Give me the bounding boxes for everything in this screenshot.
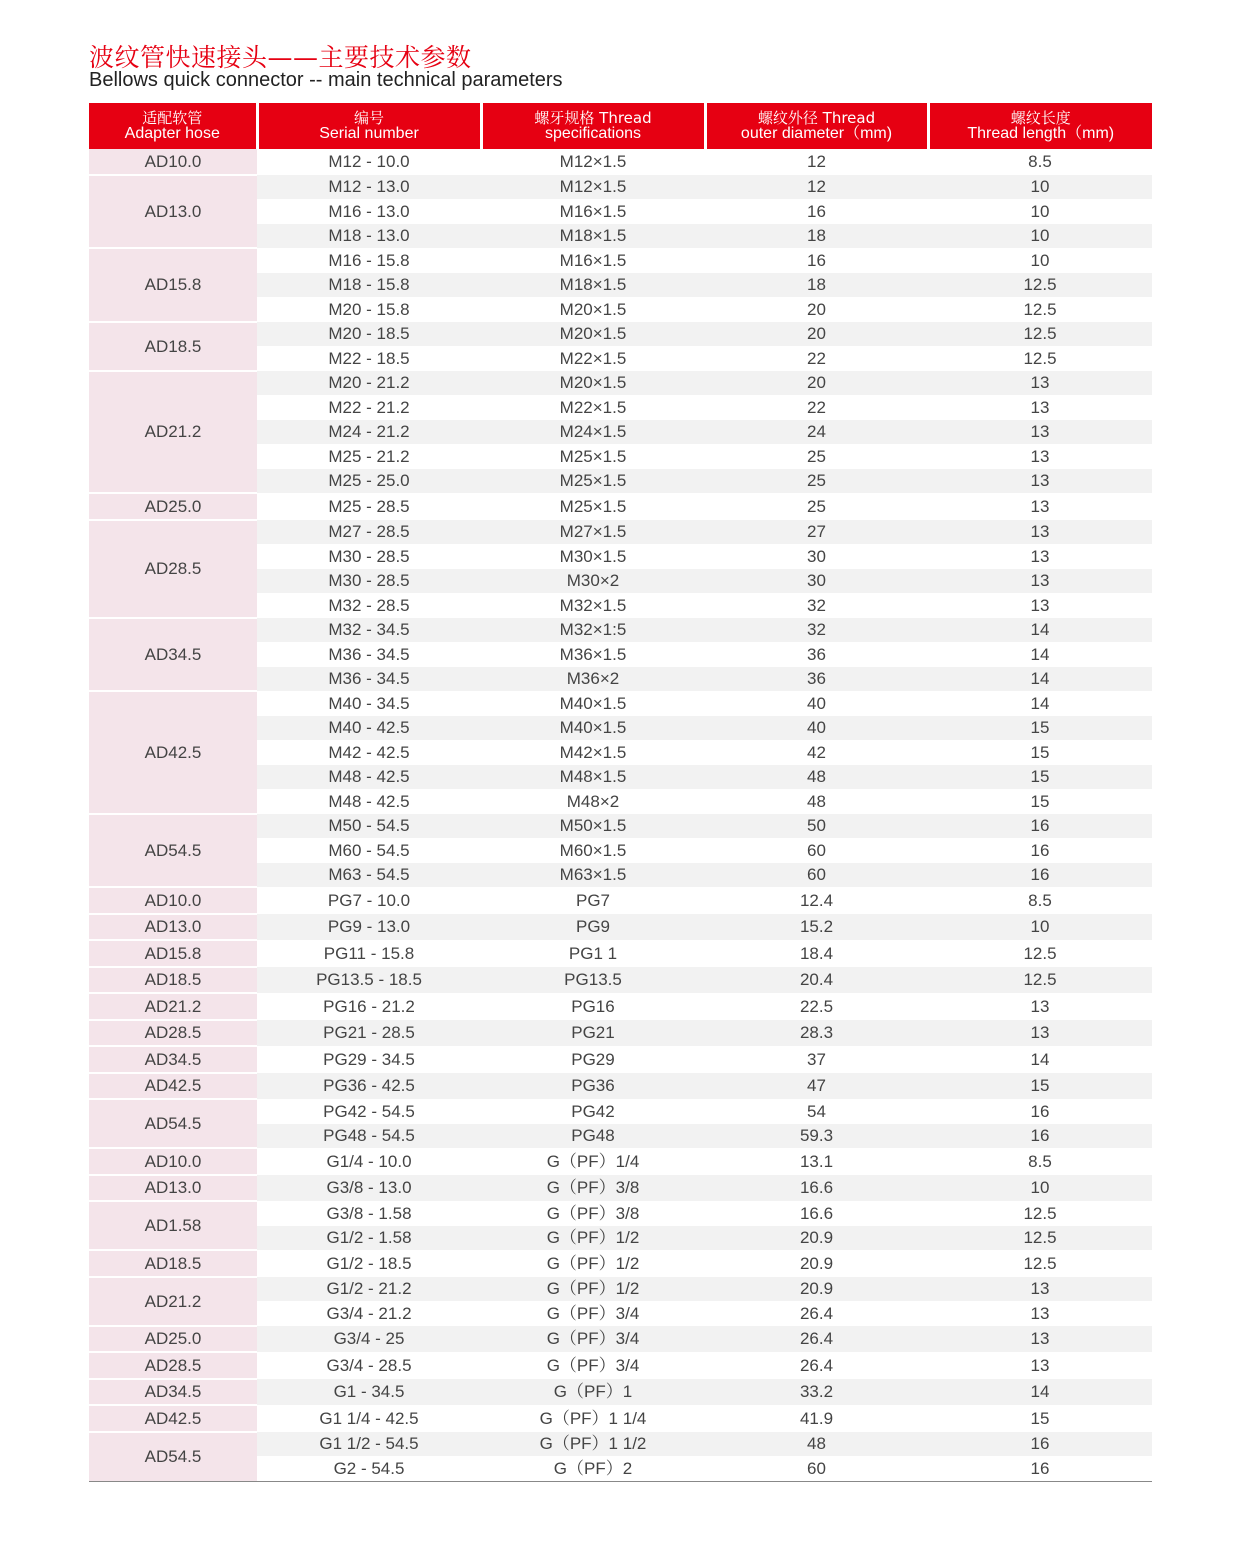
thread-spec-cell: G（PF）1 1/4	[481, 1405, 705, 1432]
serial-number-cell: G3/8 - 1.58	[257, 1201, 481, 1226]
thread-length-cell: 13	[928, 1326, 1152, 1353]
thread-length-cell: 13	[928, 1352, 1152, 1379]
table-row	[89, 814, 1152, 839]
header-cn: 螺纹外径 Thread	[757, 109, 876, 127]
adapter-hose-cell: AD54.5	[89, 1099, 257, 1148]
thread-length-cell: 8.5	[928, 1148, 1152, 1175]
outer-diameter-cell: 15.2	[705, 914, 928, 941]
serial-number-cell: M27 - 28.5	[257, 520, 481, 545]
thread-spec-cell: G（PF）1/2	[481, 1277, 705, 1302]
thread-length-cell: 8.5	[928, 149, 1152, 175]
table-row	[89, 371, 1152, 396]
table-row	[89, 691, 1152, 716]
thread-length-cell: 13	[928, 1277, 1152, 1302]
outer-diameter-cell: 37	[705, 1046, 928, 1073]
thread-spec-cell: G（PF）1 1/2	[481, 1432, 705, 1457]
serial-number-cell: M40 - 34.5	[257, 691, 481, 716]
table-header	[89, 103, 1152, 149]
thread-length-cell: 13	[928, 444, 1152, 469]
table-row	[89, 1020, 1152, 1047]
serial-number-cell: G1 1/2 - 54.5	[257, 1432, 481, 1457]
thread-spec-cell: M20×1.5	[481, 322, 705, 347]
thread-spec-cell: PG48	[481, 1124, 705, 1149]
table-row	[89, 1326, 1152, 1353]
adapter-hose-cell: AD21.2	[89, 1277, 257, 1326]
thread-spec-cell: PG1 1	[481, 940, 705, 967]
table-row	[89, 1405, 1152, 1432]
thread-length-cell: 10	[928, 248, 1152, 273]
table-row	[89, 887, 1152, 914]
adapter-hose-cell: AD21.2	[89, 371, 257, 494]
table-row	[89, 1250, 1152, 1277]
thread-length-cell: 10	[928, 914, 1152, 941]
serial-number-cell: M25 - 25.0	[257, 469, 481, 494]
adapter-hose-cell: AD25.0	[89, 1326, 257, 1353]
thread-spec-cell: M30×1.5	[481, 544, 705, 569]
thread-spec-cell: M22×1.5	[481, 395, 705, 420]
outer-diameter-cell: 16	[705, 248, 928, 273]
outer-diameter-cell: 40	[705, 716, 928, 741]
thread-length-cell: 16	[928, 814, 1152, 839]
header-outer-diameter	[705, 103, 928, 149]
thread-spec-cell: M12×1.5	[481, 175, 705, 200]
outer-diameter-cell: 12	[705, 175, 928, 200]
thread-length-cell: 13	[928, 1301, 1152, 1326]
thread-spec-cell: PG21	[481, 1020, 705, 1047]
thread-spec-cell: PG42	[481, 1099, 705, 1124]
outer-diameter-cell: 26.4	[705, 1352, 928, 1379]
table-row	[89, 993, 1152, 1020]
thread-length-cell: 13	[928, 993, 1152, 1020]
adapter-hose-cell: AD25.0	[89, 493, 257, 520]
table-body	[89, 149, 1152, 1481]
serial-number-cell: PG36 - 42.5	[257, 1073, 481, 1100]
thread-length-cell: 13	[928, 469, 1152, 494]
header-en: Thread length（mm)	[967, 125, 1115, 142]
table-row	[89, 1073, 1152, 1100]
thread-spec-cell: M40×1.5	[481, 691, 705, 716]
serial-number-cell: M63 - 54.5	[257, 863, 481, 888]
header-serial-number	[257, 103, 481, 149]
table-row	[89, 1432, 1152, 1457]
thread-spec-cell: M25×1.5	[481, 444, 705, 469]
serial-number-cell: M18 - 13.0	[257, 224, 481, 249]
thread-spec-cell: G（PF）3/4	[481, 1301, 705, 1326]
outer-diameter-cell: 41.9	[705, 1405, 928, 1432]
thread-length-cell: 16	[928, 1099, 1152, 1124]
outer-diameter-cell: 26.4	[705, 1301, 928, 1326]
table-row	[89, 1352, 1152, 1379]
thread-spec-cell: PG9	[481, 914, 705, 941]
outer-diameter-cell: 25	[705, 444, 928, 469]
serial-number-cell: G1/2 - 21.2	[257, 1277, 481, 1302]
thread-spec-cell: G（PF）1/2	[481, 1226, 705, 1251]
serial-number-cell: M36 - 34.5	[257, 667, 481, 692]
adapter-hose-cell: AD54.5	[89, 814, 257, 888]
header-row	[89, 103, 1152, 149]
thread-spec-cell: M60×1.5	[481, 838, 705, 863]
header-thread-length	[928, 103, 1152, 149]
header-thread-spec	[481, 103, 705, 149]
thread-length-cell: 12.5	[928, 273, 1152, 298]
outer-diameter-cell: 60	[705, 863, 928, 888]
thread-spec-cell: M50×1.5	[481, 814, 705, 839]
outer-diameter-cell: 27	[705, 520, 928, 545]
thread-spec-cell: G（PF）1	[481, 1379, 705, 1406]
outer-diameter-cell: 25	[705, 493, 928, 520]
thread-length-cell: 14	[928, 618, 1152, 643]
adapter-hose-cell: AD54.5	[89, 1432, 257, 1482]
thread-spec-cell: G（PF）3/4	[481, 1352, 705, 1379]
outer-diameter-cell: 26.4	[705, 1326, 928, 1353]
thread-spec-cell: M40×1.5	[481, 716, 705, 741]
serial-number-cell: PG11 - 15.8	[257, 940, 481, 967]
serial-number-cell: PG9 - 13.0	[257, 914, 481, 941]
header-cn: 螺牙规格 Thread	[534, 109, 652, 127]
thread-spec-cell: M42×1.5	[481, 740, 705, 765]
thread-spec-cell: M25×1.5	[481, 493, 705, 520]
serial-number-cell: M60 - 54.5	[257, 838, 481, 863]
serial-number-cell: G1 1/4 - 42.5	[257, 1405, 481, 1432]
thread-spec-cell: M20×1.5	[481, 371, 705, 396]
outer-diameter-cell: 18.4	[705, 940, 928, 967]
serial-number-cell: G1/2 - 18.5	[257, 1250, 481, 1277]
serial-number-cell: PG29 - 34.5	[257, 1046, 481, 1073]
serial-number-cell: M25 - 28.5	[257, 493, 481, 520]
table-row	[89, 1277, 1152, 1302]
thread-length-cell: 14	[928, 1379, 1152, 1406]
outer-diameter-cell: 22.5	[705, 993, 928, 1020]
thread-length-cell: 12.5	[928, 1201, 1152, 1226]
adapter-hose-cell: AD42.5	[89, 1405, 257, 1432]
outer-diameter-cell: 33.2	[705, 1379, 928, 1406]
adapter-hose-cell: AD42.5	[89, 691, 257, 814]
serial-number-cell: M22 - 21.2	[257, 395, 481, 420]
serial-number-cell: PG16 - 21.2	[257, 993, 481, 1020]
thread-length-cell: 15	[928, 716, 1152, 741]
thread-length-cell: 12.5	[928, 322, 1152, 347]
outer-diameter-cell: 20	[705, 371, 928, 396]
thread-spec-cell: G（PF）1/4	[481, 1148, 705, 1175]
serial-number-cell: M22 - 18.5	[257, 346, 481, 371]
outer-diameter-cell: 30	[705, 544, 928, 569]
adapter-hose-cell: AD34.5	[89, 1046, 257, 1073]
adapter-hose-cell: AD42.5	[89, 1073, 257, 1100]
thread-length-cell: 12.5	[928, 1226, 1152, 1251]
thread-spec-cell: M48×2	[481, 789, 705, 814]
thread-spec-cell: M63×1.5	[481, 863, 705, 888]
thread-spec-cell: M27×1.5	[481, 520, 705, 545]
serial-number-cell: M48 - 42.5	[257, 789, 481, 814]
serial-number-cell: PG48 - 54.5	[257, 1124, 481, 1149]
outer-diameter-cell: 40	[705, 691, 928, 716]
serial-number-cell: M18 - 15.8	[257, 273, 481, 298]
thread-length-cell: 15	[928, 740, 1152, 765]
thread-length-cell: 12.5	[928, 1250, 1152, 1277]
table-row	[89, 1201, 1152, 1226]
thread-length-cell: 10	[928, 224, 1152, 249]
adapter-hose-cell: AD13.0	[89, 1175, 257, 1202]
serial-number-cell: M32 - 34.5	[257, 618, 481, 643]
thread-spec-cell: M12×1.5	[481, 149, 705, 175]
table-row	[89, 1099, 1152, 1124]
thread-length-cell: 15	[928, 1073, 1152, 1100]
thread-length-cell: 16	[928, 863, 1152, 888]
thread-length-cell: 12.5	[928, 346, 1152, 371]
outer-diameter-cell: 48	[705, 789, 928, 814]
thread-spec-cell: G（PF）2	[481, 1456, 705, 1481]
outer-diameter-cell: 48	[705, 765, 928, 790]
header-cn: 螺纹长度	[1010, 109, 1071, 127]
page-title-cn: 波纹管快速接头——主要技术参数	[89, 43, 472, 72]
serial-number-cell: M30 - 28.5	[257, 544, 481, 569]
thread-spec-cell: M16×1.5	[481, 199, 705, 224]
thread-length-cell: 13	[928, 420, 1152, 445]
table-row	[89, 175, 1152, 200]
outer-diameter-cell: 60	[705, 838, 928, 863]
table-row	[89, 1148, 1152, 1175]
adapter-hose-cell: AD18.5	[89, 967, 257, 994]
outer-diameter-cell: 12	[705, 149, 928, 175]
adapter-hose-cell: AD1.58	[89, 1201, 257, 1250]
thread-length-cell: 15	[928, 765, 1152, 790]
thread-spec-cell: G（PF）3/8	[481, 1201, 705, 1226]
adapter-hose-cell: AD18.5	[89, 1250, 257, 1277]
table-row	[89, 322, 1152, 347]
thread-spec-cell: M16×1.5	[481, 248, 705, 273]
serial-number-cell: M50 - 54.5	[257, 814, 481, 839]
serial-number-cell: M16 - 13.0	[257, 199, 481, 224]
adapter-hose-cell: AD18.5	[89, 322, 257, 371]
table-row	[89, 493, 1152, 520]
adapter-hose-cell: AD10.0	[89, 1148, 257, 1175]
thread-spec-cell: M36×1.5	[481, 642, 705, 667]
outer-diameter-cell: 22	[705, 395, 928, 420]
thread-length-cell: 13	[928, 1020, 1152, 1047]
outer-diameter-cell: 20.9	[705, 1277, 928, 1302]
thread-length-cell: 12.5	[928, 940, 1152, 967]
serial-number-cell: G2 - 54.5	[257, 1456, 481, 1481]
outer-diameter-cell: 22	[705, 346, 928, 371]
serial-number-cell: G3/4 - 21.2	[257, 1301, 481, 1326]
outer-diameter-cell: 36	[705, 667, 928, 692]
thread-length-cell: 13	[928, 493, 1152, 520]
thread-spec-cell: M48×1.5	[481, 765, 705, 790]
outer-diameter-cell: 32	[705, 593, 928, 618]
thread-spec-cell: PG7	[481, 887, 705, 914]
adapter-hose-cell: AD10.0	[89, 887, 257, 914]
thread-length-cell: 16	[928, 1456, 1152, 1481]
outer-diameter-cell: 24	[705, 420, 928, 445]
serial-number-cell: M48 - 42.5	[257, 765, 481, 790]
thread-spec-cell: M20×1.5	[481, 297, 705, 322]
adapter-hose-cell: AD15.8	[89, 940, 257, 967]
thread-spec-cell: M22×1.5	[481, 346, 705, 371]
thread-length-cell: 14	[928, 642, 1152, 667]
parameters-table	[89, 103, 1152, 1482]
thread-length-cell: 16	[928, 1124, 1152, 1149]
thread-spec-cell: G（PF）1/2	[481, 1250, 705, 1277]
serial-number-cell: M20 - 18.5	[257, 322, 481, 347]
table-row	[89, 520, 1152, 545]
outer-diameter-cell: 60	[705, 1456, 928, 1481]
header-adapter-hose	[89, 103, 257, 149]
serial-number-cell: M16 - 15.8	[257, 248, 481, 273]
thread-length-cell: 15	[928, 789, 1152, 814]
thread-length-cell: 12.5	[928, 967, 1152, 994]
thread-length-cell: 12.5	[928, 297, 1152, 322]
serial-number-cell: G3/4 - 25	[257, 1326, 481, 1353]
thread-spec-cell: M18×1.5	[481, 224, 705, 249]
serial-number-cell: M12 - 10.0	[257, 149, 481, 175]
header-en: Serial number	[319, 125, 419, 142]
thread-spec-cell: G（PF）3/4	[481, 1326, 705, 1353]
thread-spec-cell: PG29	[481, 1046, 705, 1073]
thread-length-cell: 13	[928, 544, 1152, 569]
header-en: outer diameter（mm)	[740, 125, 893, 142]
outer-diameter-cell: 32	[705, 618, 928, 643]
outer-diameter-cell: 20.4	[705, 967, 928, 994]
outer-diameter-cell: 20.9	[705, 1226, 928, 1251]
serial-number-cell: M36 - 34.5	[257, 642, 481, 667]
thread-length-cell: 14	[928, 667, 1152, 692]
outer-diameter-cell: 16	[705, 199, 928, 224]
serial-number-cell: M24 - 21.2	[257, 420, 481, 445]
adapter-hose-cell: AD28.5	[89, 1020, 257, 1047]
thread-length-cell: 10	[928, 1175, 1152, 1202]
thread-length-cell: 13	[928, 569, 1152, 594]
serial-number-cell: M25 - 21.2	[257, 444, 481, 469]
adapter-hose-cell: AD13.0	[89, 914, 257, 941]
table-row	[89, 248, 1152, 273]
serial-number-cell: M12 - 13.0	[257, 175, 481, 200]
thread-length-cell: 13	[928, 520, 1152, 545]
thread-spec-cell: PG13.5	[481, 967, 705, 994]
thread-length-cell: 13	[928, 395, 1152, 420]
outer-diameter-cell: 20	[705, 322, 928, 347]
thread-spec-cell: M24×1.5	[481, 420, 705, 445]
serial-number-cell: M30 - 28.5	[257, 569, 481, 594]
header-en: Adapter hose	[124, 125, 220, 142]
serial-number-cell: M32 - 28.5	[257, 593, 481, 618]
outer-diameter-cell: 36	[705, 642, 928, 667]
outer-diameter-cell: 20	[705, 297, 928, 322]
table-row	[89, 940, 1152, 967]
thread-spec-cell: M30×2	[481, 569, 705, 594]
outer-diameter-cell: 48	[705, 1432, 928, 1457]
outer-diameter-cell: 16.6	[705, 1175, 928, 1202]
serial-number-cell: PG42 - 54.5	[257, 1099, 481, 1124]
adapter-hose-cell: AD34.5	[89, 618, 257, 692]
adapter-hose-cell: AD10.0	[89, 149, 257, 175]
adapter-hose-cell: AD34.5	[89, 1379, 257, 1406]
thread-spec-cell: M18×1.5	[481, 273, 705, 298]
thread-spec-cell: PG36	[481, 1073, 705, 1100]
adapter-hose-cell: AD13.0	[89, 175, 257, 249]
thread-length-cell: 13	[928, 371, 1152, 396]
table-row	[89, 1379, 1152, 1406]
serial-number-cell: G3/8 - 13.0	[257, 1175, 481, 1202]
serial-number-cell: PG21 - 28.5	[257, 1020, 481, 1047]
outer-diameter-cell: 25	[705, 469, 928, 494]
table-row	[89, 1046, 1152, 1073]
adapter-hose-cell: AD28.5	[89, 520, 257, 618]
thread-spec-cell: M32×1.5	[481, 593, 705, 618]
page-title-en: Bellows quick connector -- main technical parameters	[89, 69, 563, 91]
outer-diameter-cell: 16.6	[705, 1201, 928, 1226]
adapter-hose-cell: AD28.5	[89, 1352, 257, 1379]
outer-diameter-cell: 50	[705, 814, 928, 839]
serial-number-cell: PG7 - 10.0	[257, 887, 481, 914]
thread-length-cell: 15	[928, 1405, 1152, 1432]
serial-number-cell: M20 - 21.2	[257, 371, 481, 396]
header-en: specifications	[544, 125, 642, 142]
outer-diameter-cell: 47	[705, 1073, 928, 1100]
header-cn: 编号	[353, 109, 384, 127]
adapter-hose-cell: AD15.8	[89, 248, 257, 322]
table-row	[89, 967, 1152, 994]
outer-diameter-cell: 54	[705, 1099, 928, 1124]
outer-diameter-cell: 28.3	[705, 1020, 928, 1047]
table-row	[89, 618, 1152, 643]
thread-length-cell: 10	[928, 199, 1152, 224]
outer-diameter-cell: 20.9	[705, 1250, 928, 1277]
adapter-hose-cell: AD21.2	[89, 993, 257, 1020]
serial-number-cell: M20 - 15.8	[257, 297, 481, 322]
serial-number-cell: PG13.5 - 18.5	[257, 967, 481, 994]
thread-length-cell: 13	[928, 593, 1152, 618]
thread-length-cell: 14	[928, 691, 1152, 716]
serial-number-cell: G1 - 34.5	[257, 1379, 481, 1406]
serial-number-cell: G3/4 - 28.5	[257, 1352, 481, 1379]
serial-number-cell: G1/2 - 1.58	[257, 1226, 481, 1251]
thread-spec-cell: M32×1:5	[481, 618, 705, 643]
outer-diameter-cell: 18	[705, 273, 928, 298]
serial-number-cell: G1/4 - 10.0	[257, 1148, 481, 1175]
outer-diameter-cell: 42	[705, 740, 928, 765]
outer-diameter-cell: 18	[705, 224, 928, 249]
outer-diameter-cell: 59.3	[705, 1124, 928, 1149]
thread-length-cell: 8.5	[928, 887, 1152, 914]
table-row	[89, 149, 1152, 175]
serial-number-cell: M42 - 42.5	[257, 740, 481, 765]
outer-diameter-cell: 13.1	[705, 1148, 928, 1175]
thread-length-cell: 10	[928, 175, 1152, 200]
outer-diameter-cell: 12.4	[705, 887, 928, 914]
thread-length-cell: 16	[928, 1432, 1152, 1457]
thread-spec-cell: M36×2	[481, 667, 705, 692]
outer-diameter-cell: 30	[705, 569, 928, 594]
serial-number-cell: M40 - 42.5	[257, 716, 481, 741]
thread-length-cell: 16	[928, 838, 1152, 863]
table-row	[89, 914, 1152, 941]
thread-spec-cell: G（PF）3/8	[481, 1175, 705, 1202]
table-row	[89, 1175, 1152, 1202]
thread-length-cell: 14	[928, 1046, 1152, 1073]
header-cn: 适配软管	[142, 109, 203, 127]
thread-spec-cell: PG16	[481, 993, 705, 1020]
thread-spec-cell: M25×1.5	[481, 469, 705, 494]
